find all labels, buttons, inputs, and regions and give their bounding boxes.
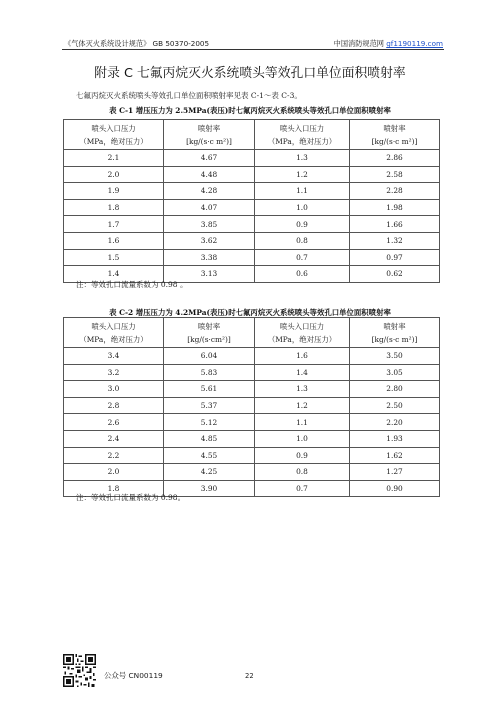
- table-cell: 1.3: [255, 381, 350, 398]
- table-cell: 4.55: [164, 447, 255, 464]
- table-cell: 2.28: [350, 183, 440, 200]
- table-cell: 1.98: [350, 199, 440, 216]
- table-cell: 2.86: [350, 150, 440, 167]
- table-cell: 1.3: [255, 150, 350, 167]
- running-header-right: [334, 39, 443, 49]
- table-cell: 3.85: [164, 216, 255, 233]
- table-cell: 0.8: [255, 232, 350, 249]
- table-cell: 1.0: [255, 199, 350, 216]
- table-cell: 1.2: [255, 397, 350, 414]
- table-cell: 2.0: [64, 464, 164, 481]
- table-c1-body: [64, 150, 440, 283]
- table-cell: 4.28: [164, 183, 255, 200]
- table-cell: 4.07: [164, 199, 255, 216]
- table-c1: [63, 119, 440, 283]
- table-cell: 0.7: [255, 249, 350, 266]
- table-cell: 4.67: [164, 150, 255, 167]
- table-cell: 0.8: [255, 464, 350, 481]
- table-row: [64, 364, 440, 381]
- table-row: [64, 199, 440, 216]
- table-cell: 2.2: [64, 447, 164, 464]
- table-cell: 2.8: [64, 397, 164, 414]
- table-cell: 2.80: [350, 381, 440, 398]
- table-cell: 1.7: [64, 216, 164, 233]
- table-header-cell: 喷射率 [kg/(s·c m²)]: [350, 120, 440, 150]
- table-cell: 0.90: [350, 480, 440, 497]
- table-row: [64, 447, 440, 464]
- header-rule: [62, 49, 444, 50]
- table-cell: 3.2: [64, 364, 164, 381]
- table-cell: 2.4: [64, 430, 164, 447]
- table-cell: 3.0: [64, 381, 164, 398]
- table-cell: 1.8: [64, 480, 164, 497]
- table-cell: 3.90: [164, 480, 255, 497]
- table-cell: 1.0: [255, 430, 350, 447]
- table-cell: 4.85: [164, 430, 255, 447]
- table-cell: 3.05: [350, 364, 440, 381]
- table-cell: 0.6: [255, 266, 350, 283]
- table-row: [64, 348, 440, 365]
- table-cell: 5.83: [164, 364, 255, 381]
- table-cell: 6.04: [164, 348, 255, 365]
- table-c1-note: 注：等效孔口流量系数为 0.98 。: [76, 280, 188, 289]
- table-cell: 3.38: [164, 249, 255, 266]
- table-cell: 1.4: [255, 364, 350, 381]
- table-cell: 2.1: [64, 150, 164, 167]
- site-name: 中国消防规范网: [333, 39, 384, 48]
- table-cell: 1.32: [350, 232, 440, 249]
- table-header-cell: 喷头入口压力 （MPa，绝对压力）: [255, 318, 350, 348]
- table-cell: 1.27: [350, 464, 440, 481]
- table-c2-note: 注：等效孔口流量系数为 0.98。: [76, 493, 186, 502]
- table-row: [64, 414, 440, 431]
- table-cell: 3.62: [164, 232, 255, 249]
- table-cell: 1.9: [64, 183, 164, 200]
- table-header-cell: 喷射率 [kg/(s·cm²)]: [164, 318, 255, 348]
- table-header-cell: 喷射率 [kg/(s·c m²)]: [164, 120, 255, 150]
- table-cell: 2.20: [350, 414, 440, 431]
- table-cell: 1.66: [350, 216, 440, 233]
- running-header-left: 《气体灭火系统设计规范》 GB 50370-2005: [64, 39, 210, 48]
- table-cell: 1.8: [64, 199, 164, 216]
- table-row: [64, 397, 440, 414]
- table-cell: 2.0: [64, 166, 164, 183]
- table-cell: 0.7: [255, 480, 350, 497]
- table-cell: 1.2: [255, 166, 350, 183]
- qr-code-icon: [63, 654, 96, 687]
- table-c2-header-row: [64, 318, 440, 348]
- table-cell: 2.6: [64, 414, 164, 431]
- table-c2-caption: 表 C-2 增压压力为 4.2MPa(表压)时七氟丙烷灭火系统喷头等效孔口单位面积喷射率: [109, 308, 391, 317]
- table-row: [64, 249, 440, 266]
- table-cell: 2.58: [350, 166, 440, 183]
- table-cell: 4.25: [164, 464, 255, 481]
- table-cell: 4.48: [164, 166, 255, 183]
- table-c1-header-row: [64, 120, 440, 150]
- page-number: 22: [245, 672, 254, 680]
- table-cell: 1.1: [255, 414, 350, 431]
- table-row: [64, 381, 440, 398]
- table-cell: 0.97: [350, 249, 440, 266]
- table-c2-body: [64, 348, 440, 497]
- table-header-cell: 喷头入口压力 （MPa，绝对压力）: [64, 120, 164, 150]
- intro-paragraph: 七氟丙烷灭火系统喷头等效孔口单位面积喷射率见表 C-1～表 C-3。: [76, 91, 302, 100]
- table-cell: 3.50: [350, 348, 440, 365]
- table-cell: 5.37: [164, 397, 255, 414]
- table-cell: 1.4: [64, 266, 164, 283]
- table-row: [64, 150, 440, 167]
- table-row: [64, 464, 440, 481]
- table-cell: 2.50: [350, 397, 440, 414]
- table-cell: 1.6: [255, 348, 350, 365]
- wechat-account: 公众号 CN00119: [104, 671, 163, 680]
- table-cell: 1.93: [350, 430, 440, 447]
- table-cell: 1.6: [64, 232, 164, 249]
- table-header-cell: 喷头入口压力 （MPa，绝对压力）: [64, 318, 164, 348]
- table-cell: 1.5: [64, 249, 164, 266]
- table-cell: 0.62: [350, 266, 440, 283]
- table-header-cell: 喷头入口压力 （MPa，绝对压力）: [255, 120, 350, 150]
- table-cell: 0.9: [255, 447, 350, 464]
- table-cell: 3.13: [164, 266, 255, 283]
- table-cell: 3.4: [64, 348, 164, 365]
- table-cell: 1.1: [255, 183, 350, 200]
- table-c2: [63, 317, 440, 497]
- site-link[interactable]: gf1190119.com: [386, 39, 443, 48]
- table-row: [64, 216, 440, 233]
- appendix-title: 附录 C 七氟丙烷灭火系统喷头等效孔口单位面积喷射率: [94, 66, 406, 81]
- table-cell: 0.9: [255, 216, 350, 233]
- table-row: [64, 183, 440, 200]
- table-row: [64, 166, 440, 183]
- table-cell: 1.62: [350, 447, 440, 464]
- table-c1-caption: 表 C-1 增压压力为 2.5MPa(表压)时七氟丙烷灭火系统喷头等效孔口单位面积喷射率: [109, 106, 391, 115]
- table-row: [64, 232, 440, 249]
- table-cell: 5.12: [164, 414, 255, 431]
- table-header-cell: 喷射率 [kg/(s·c m²)]: [350, 318, 440, 348]
- table-cell: 5.61: [164, 381, 255, 398]
- table-row: [64, 430, 440, 447]
